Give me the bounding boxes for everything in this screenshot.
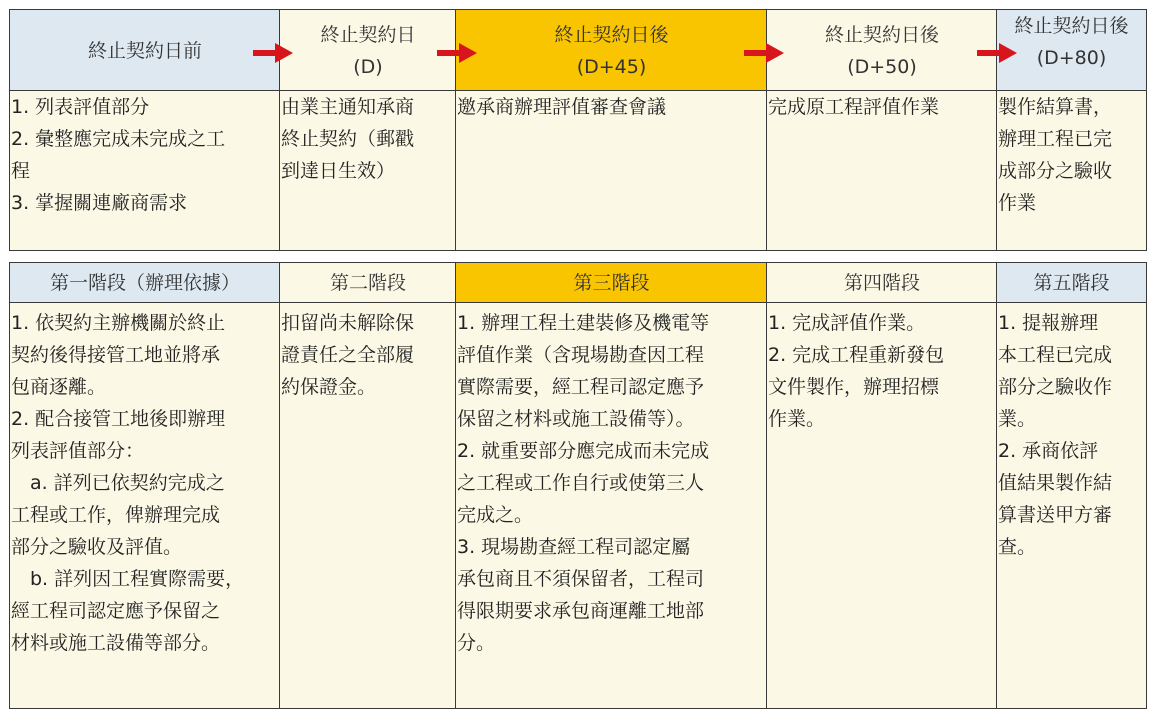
stage-cell-3 [455,302,768,709]
cell-line: 材料或施工設備等部分。 [11,632,221,654]
cell-line: 2. 就重要部分應完成而未完成 [457,440,710,462]
cell-line: 評值作業（含現場勘查因工程 [457,344,705,366]
cell-line: a. 詳列已依契約完成之 [11,472,225,494]
arrow-right-icon [977,42,1017,64]
cell-line: 列表評值部分： [11,440,145,462]
timeline-cell-d45 [455,90,768,251]
cell-line: 3. 現場勘查經工程司認定屬 [457,536,691,558]
cell-line: 扣留尚未解除保 [281,312,415,334]
stage-header-5 [996,262,1147,304]
stage-header-2 [279,262,457,304]
stage-header-label: 第二階段 [329,272,406,294]
cell-line: b. 詳列因工程實際需要， [11,568,245,590]
stage-header-3 [455,262,768,304]
arrow-right-icon [744,42,784,64]
timeline-header-label: 終止契約日前 [87,39,202,62]
cell-line: 2. 承商依評 [998,440,1099,462]
cell-line: 終止契約（郵戳 [281,128,415,150]
cell-line: 文件製作，辦理招標 [768,376,940,398]
cell-line: 得限期要求承包商運離工地部 [457,600,705,622]
cell-line: 證責任之全部履 [281,344,415,366]
cell-line: 保留之材料或施工設備等）。 [457,408,695,430]
timeline-header-d80 [996,9,1147,92]
stage-cell-5 [996,302,1147,709]
stage-cell-1 [9,302,281,709]
cell-line: 作業 [998,192,1037,214]
timeline-header-d50 [766,9,998,92]
cell-line: 本工程已完成 [998,344,1113,366]
cell-line: 製作結算書， [998,96,1113,118]
timeline-header-d45 [455,9,768,92]
cell-line: 實際需要，經工程司認定應予 [457,376,705,398]
timeline-cell-d50 [766,90,998,251]
stage-header-label: 第三階段 [573,272,650,294]
cell-line: 3. 掌握關連廠商需求 [11,192,188,214]
cell-line: 值結果製作結 [998,472,1113,494]
cell-line: 包商逐離。 [11,376,107,398]
arrow-right-icon [437,42,477,64]
timeline-header-day: (D+50) [847,55,917,78]
timeline-header-label: 終止契約日後 [1014,15,1129,37]
cell-line: 作業。 [768,408,826,430]
cell-line: 查。 [998,536,1037,558]
cell-line: 契約後得接管工地並將承 [11,344,221,366]
stage-header-4 [766,262,998,304]
timeline-cell-termination-day [279,90,457,251]
cell-line: 承包商且不須保留者，工程司 [457,568,705,590]
cell-line: 完成之。 [457,504,534,526]
stage-cell-2 [279,302,457,709]
stage-cell-4 [766,302,998,709]
cell-line: 部分之驗收作 [998,376,1113,398]
cell-line: 成部分之驗收 [998,160,1113,182]
cell-line: 工程或工作，俾辦理完成 [11,504,221,526]
cell-line: 部分之驗收及評值。 [11,536,183,558]
stage-header-label: 第一階段（辦理依據） [49,272,240,294]
cell-line: 由業主通知承商 [281,96,415,118]
cell-line: 邀承商辦理評值審查會議 [457,96,667,118]
cell-line: 完成原工程評值作業 [768,96,940,118]
timeline-header-day: (D+80) [1036,47,1107,69]
cell-line: 辦理工程已完 [998,128,1113,150]
cell-line: 業。 [998,408,1037,430]
timeline-header-label: 終止契約日後 [824,23,939,46]
cell-line: 1. 完成評值作業。 [768,312,926,334]
cell-line: 2. 彙整應完成未完成之工 [11,128,226,150]
stage-header-1 [9,262,281,304]
timeline-header-label: 終止契約日後 [554,23,669,46]
cell-line: 1. 列表評值部分 [11,96,150,118]
cell-line: 之工程或工作自行或使第三人 [457,472,705,494]
cell-line: 2. 完成工程重新發包 [768,344,945,366]
cell-line: 2. 配合接管工地後即辦理 [11,408,226,430]
cell-line: 1. 依契約主辦機關於終止 [11,312,226,334]
timeline-header-label: 終止契約日 [320,23,416,46]
stage-header-label: 第五階段 [1033,272,1110,294]
cell-line: 分。 [457,632,496,654]
cell-line: 經工程司認定應予保留之 [11,600,221,622]
timeline-header-termination-day [279,9,457,92]
arrow-right-icon [253,42,293,64]
cell-line: 約保證金。 [281,376,377,398]
timeline-cell-d80 [996,90,1147,251]
cell-line: 程 [11,160,31,182]
cell-line: 1. 辦理工程土建裝修及機電等 [457,312,710,334]
stage-header-label: 第四階段 [843,272,920,294]
cell-line: 到達日生效） [281,160,396,182]
timeline-header-day: (D+45) [576,55,647,78]
timeline-cell-before-termination [9,90,281,251]
cell-line: 1. 提報辦理 [998,312,1099,334]
cell-line: 算書送甲方審 [998,504,1113,526]
timeline-header-before-termination [9,9,281,92]
timeline-header-day: (D) [353,55,383,78]
